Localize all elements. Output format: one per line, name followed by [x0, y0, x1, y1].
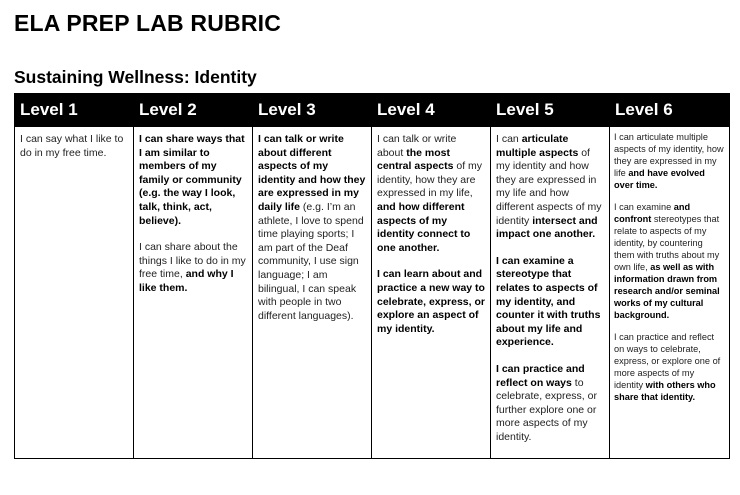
descriptor-emphasis: I can learn about and practice a new way to celebrate, express, or explore an aspect of my identity.	[377, 268, 485, 335]
level-header: Level 3	[253, 94, 372, 127]
level-header: Level 4	[372, 94, 491, 127]
descriptor-emphasis: I can practice and reflect on ways	[496, 362, 585, 389]
level-header: Level 2	[134, 94, 253, 127]
descriptor-text: I can practice and reflect on ways to celebrate, express, or explore one of more aspects of my identity	[614, 332, 721, 390]
descriptor-text: stereotypes that relate to aspects of my identity, by countering them with truths about my own life,	[614, 214, 720, 272]
level-5-cell	[491, 127, 610, 459]
descriptor-emphasis: and how different aspects of my identity connect to one another.	[377, 200, 471, 254]
descriptor-emphasis: and have evolved over time.	[614, 168, 705, 190]
descriptor-emphasis: and confront	[614, 202, 691, 224]
descriptor-text: I can examine	[614, 202, 674, 212]
rubric-table	[14, 93, 730, 459]
descriptor-paragraph	[614, 201, 725, 321]
descriptor-emphasis: as well as with information drawn from research and/or seminal works of my cultural background.	[614, 262, 720, 320]
level-header: Level 6	[610, 94, 730, 127]
level-3-cell	[253, 127, 372, 459]
level-1-cell	[15, 127, 134, 459]
descriptor-text: I can share ways that I am similar to members of my family or community (e.g. the way I look, talk, think, act, believe).	[139, 133, 245, 227]
descriptor-text: I can say what I like to do in my free time.	[20, 133, 124, 159]
descriptor-emphasis: articulate multiple aspects	[496, 133, 579, 159]
level-header: Level 1	[15, 94, 134, 127]
descriptor-emphasis: with others who share that identity.	[614, 380, 716, 402]
descriptor-text: I can articulate multiple aspects of my identity, how they are expressed in my life	[614, 132, 724, 178]
descriptor-emphasis: the most central aspects	[377, 146, 454, 173]
descriptor-paragraph	[139, 241, 247, 295]
descriptor-text: to celebrate, express, or further explore one or more aspects of my identity.	[496, 376, 597, 443]
descriptor-paragraph	[258, 133, 365, 322]
descriptor-text: (e.g. I’m an athlete, I love to spend time playing sports; I am part of the Deaf community, I use sign language; I am bilingual, I can speak with people in two different languages).	[258, 200, 364, 322]
descriptor-emphasis: I can examine a stereotype that relates to aspects of my identity, and counter it with truths about my life and experience.	[496, 254, 601, 349]
level-header: Level 5	[491, 94, 610, 127]
descriptor-text: I can talk or write about	[377, 133, 457, 159]
level-2-cell	[134, 127, 253, 459]
rubric-header-row	[15, 94, 730, 127]
rubric-descriptor-row	[15, 127, 730, 459]
level-4-cell	[372, 127, 491, 459]
descriptor-paragraph	[614, 131, 725, 191]
descriptor-text: of my identity and how they are expressed in my life and how different aspects of my identity	[496, 146, 602, 227]
descriptor-paragraph	[614, 331, 725, 403]
descriptor-text: I can share about the things I like to do in my free time,	[139, 241, 246, 281]
level-6-cell	[610, 127, 730, 459]
descriptor-emphasis: I can talk or write about different aspects of my identity and how they are expressed in my daily life	[258, 133, 366, 213]
descriptor-paragraph	[496, 133, 604, 242]
descriptor-text: I can	[496, 133, 522, 145]
page-title: ELA PREP LAB RUBRIC	[14, 10, 282, 36]
descriptor-emphasis: and why I like them.	[139, 268, 234, 294]
descriptor-emphasis: intersect and impact one another.	[496, 214, 598, 241]
section-subtitle: Sustaining Wellness: Identity	[14, 67, 257, 87]
descriptor-text: of my identity, how they are expressed in my life,	[377, 160, 483, 200]
descriptor-paragraph	[496, 363, 604, 445]
descriptor-paragraph	[377, 133, 485, 255]
